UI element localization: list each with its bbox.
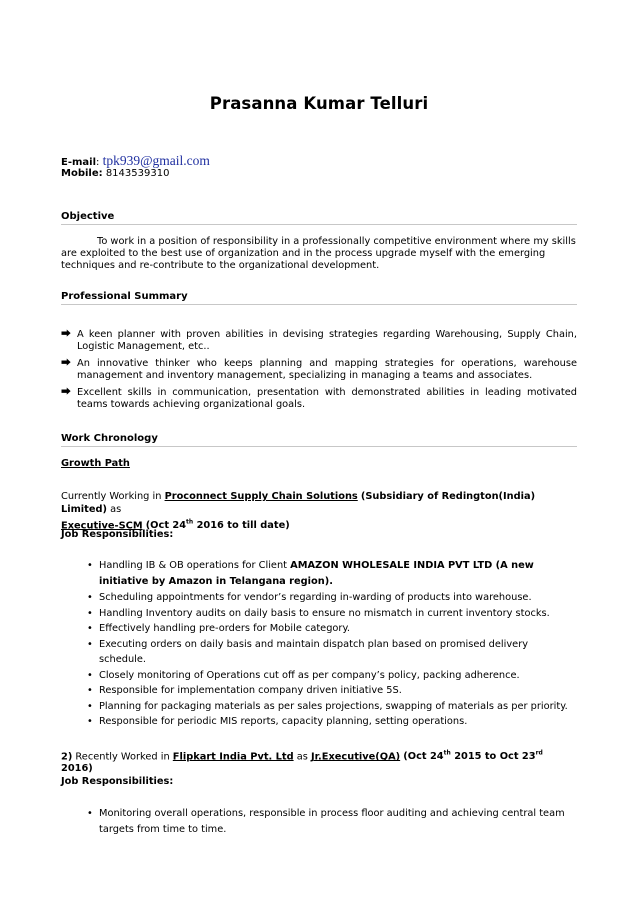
objective-text: To work in a position of responsibility in a professionally competitive environment where my skills are exploited to the best use of organization and in the process upgrade myself with the emerging techniques and re-contribute to the organizational development. — [61, 236, 576, 271]
job1-role: Executive-SCM — [61, 520, 143, 532]
arrow-bullet-icon: ⮕ — [61, 358, 71, 369]
job1-resp-heading: Job Responsibilities: — [61, 529, 174, 540]
job1-responsibilities — [85, 558, 577, 730]
objective-heading: Objective — [61, 211, 577, 225]
list-item: • Planning for packaging materials as per sales projections, swapping of materials as per priority. — [85, 699, 577, 715]
work-heading: Work Chronology — [61, 433, 577, 447]
list-item: ⮕ A keen planner with proven abilities in devising strategies regarding Warehousing, Supply Chain, Logistic Management, etc.. — [61, 329, 577, 352]
summary-heading: Professional Summary — [61, 291, 577, 305]
list-item: • Effectively handling pre-orders for Mobile category. — [85, 621, 577, 637]
list-item: ⮕ Excellent skills in communication, presentation with demonstrated abilities in leading motivated teams towards achieving organizational goals. — [61, 387, 577, 410]
arrow-bullet-icon: ⮕ — [61, 387, 71, 398]
bullet-icon: • — [87, 669, 93, 681]
mobile-line — [61, 168, 169, 179]
list-item: • Responsible for periodic MIS reports, capacity planning, setting operations. — [85, 714, 577, 730]
bullet-icon: • — [87, 685, 93, 696]
list-item: • Monitoring overall operations, responsible in process floor auditing and achieving central team targets from time to time. — [87, 808, 565, 835]
bullet-icon: • — [87, 808, 93, 819]
bullet-icon: • — [87, 592, 93, 603]
bullet-icon: • — [87, 700, 93, 712]
job1-company: Proconnect Supply Chain Solutions — [164, 491, 358, 502]
summary-list — [61, 329, 577, 411]
bullet-icon: • — [87, 638, 93, 650]
arrow-bullet-icon: ⮕ — [61, 329, 71, 340]
list-item: • Handling IB & OB operations for Client AMAZON WHOLESALE INDIA PVT LTD (A new initiative by Amazon in Telangana region). — [87, 560, 534, 587]
mobile-number: 8143539310 — [105, 168, 170, 179]
list-item: • Handling Inventory audits on daily basis to ensure no mismatch in current inventory stocks. — [85, 606, 577, 622]
job2-role: Jr.Executive(QA) — [310, 751, 401, 763]
job1-summary: Currently Working in Proconnect Supply Chain Solutions (Subsidiary of Redington(India) Limited) as Executive-SCM (Oct 24th 2016 to till date) — [61, 491, 536, 532]
bullet-icon: • — [87, 607, 93, 619]
growth-path-heading: Growth Path — [61, 458, 130, 469]
job2-resp-heading: Job Responsibilities: — [61, 776, 174, 787]
bullet-icon: • — [87, 560, 93, 571]
list-item: • Closely monitoring of Operations cut off as per company’s policy, packing adherence. — [85, 668, 577, 684]
candidate-name: Prasanna Kumar Telluri — [209, 94, 429, 113]
job2-company: Flipkart India Pvt. Ltd — [172, 751, 294, 763]
list-item: • Responsible for implementation company driven initiative 5S. — [85, 683, 577, 699]
list-item: • Scheduling appointments for vendor’s regarding in-warding of products into warehouse. — [85, 590, 577, 606]
bullet-icon: • — [87, 623, 93, 634]
email-label: E-mail — [61, 157, 97, 168]
mobile-label: Mobile: — [61, 168, 103, 179]
email-link[interactable]: tpk939@gmail.com — [102, 153, 210, 168]
job2-responsibilities — [85, 806, 577, 837]
bullet-icon: • — [87, 716, 93, 727]
list-item: ⮕ An innovative thinker who keeps planning and mapping strategies for operations, warehouse management and inventory management, specializing in managing a teams and associates. — [61, 358, 577, 381]
email-line: E-mail: tpk939@gmail.com — [61, 153, 210, 168]
job2-summary: 2) Recently Worked in Flipkart India Pvt. Ltd as Jr.Executive(QA) (Oct 24th 2015 to Oct 23rd 2016) — [61, 750, 543, 775]
list-item: • Executing orders on daily basis and maintain dispatch plan based on promised delivery schedule. — [87, 638, 529, 665]
